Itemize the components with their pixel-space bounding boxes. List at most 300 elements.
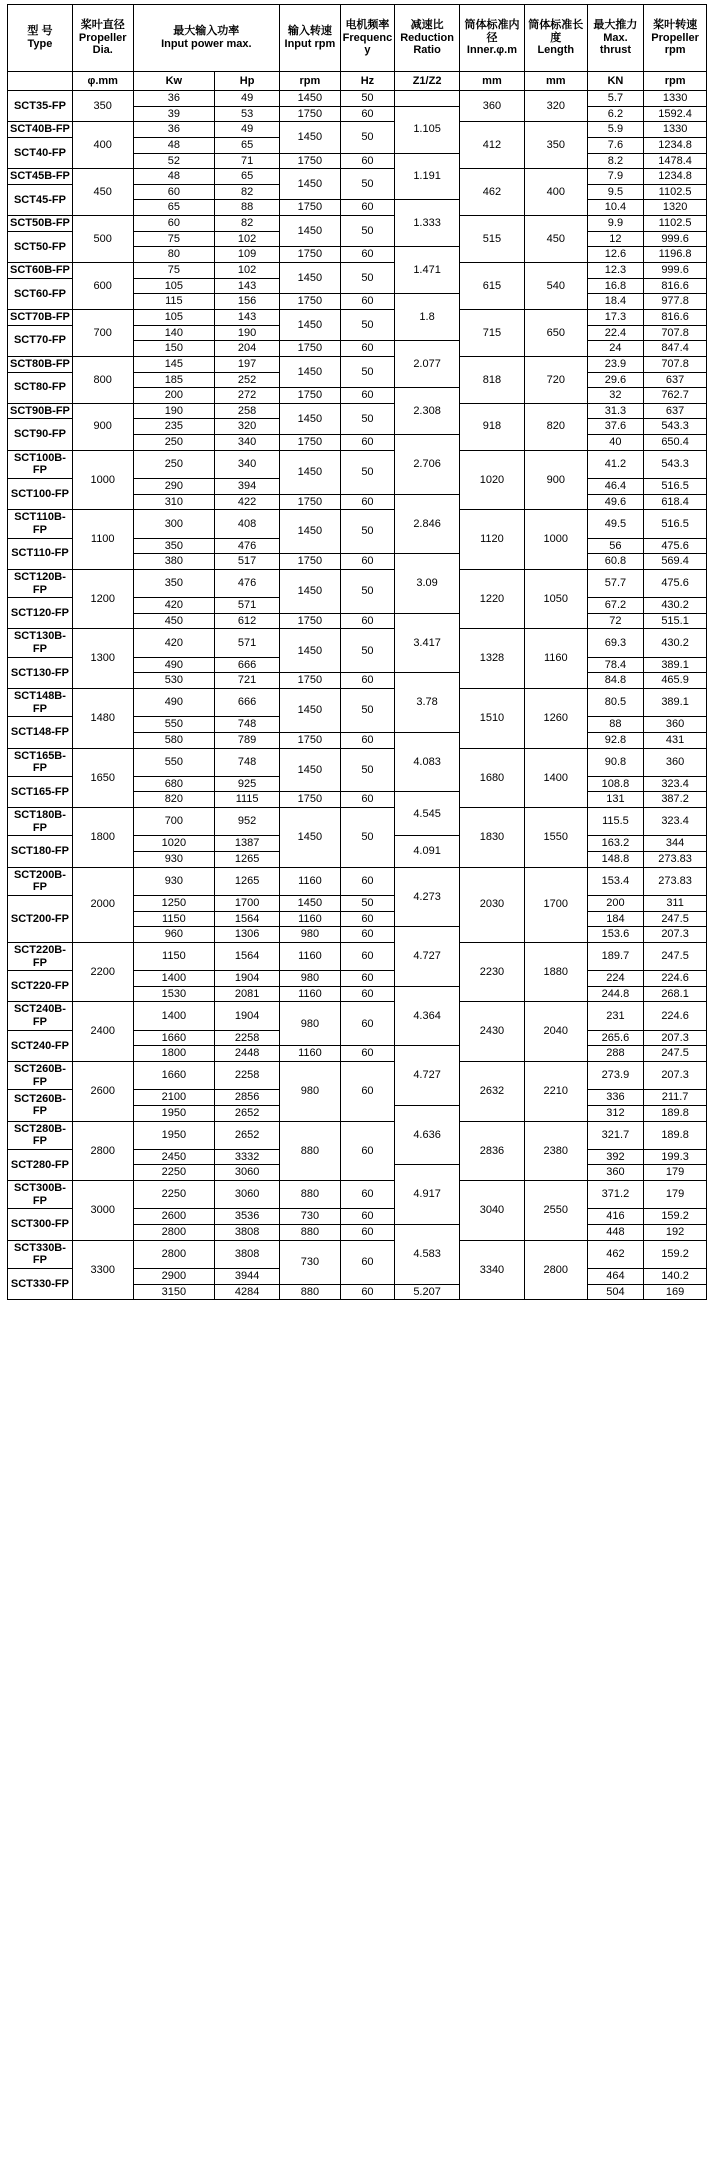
cell-kw: 930 (133, 867, 215, 895)
cell-hp: 252 (215, 372, 280, 388)
cell-length: 720 (524, 356, 587, 403)
cell-input-rpm: 1450 (280, 895, 341, 911)
cell-prop: 224.6 (644, 971, 707, 987)
table-row (8, 450, 707, 478)
cell-input-rpm: 880 (280, 1121, 341, 1181)
cell-type: SCT280-FP (8, 1149, 73, 1180)
cell-thrust: 131 (587, 792, 644, 808)
cell-kw: 2800 (133, 1225, 215, 1241)
table-row (8, 263, 707, 279)
cell-dia: 1300 (72, 629, 133, 689)
cell-prop: 999.6 (644, 263, 707, 279)
cell-frequency: 60 (340, 792, 394, 808)
cell-prop: 169 (644, 1284, 707, 1300)
cell-ratio: 4.727 (395, 1046, 460, 1106)
cell-type: SCT148-FP (8, 717, 73, 748)
cell-inner: 2836 (460, 1121, 525, 1181)
cell-dia: 500 (72, 216, 133, 263)
header-ratio-en: Reduction Ratio (400, 31, 454, 57)
cell-input-rpm: 1750 (280, 388, 341, 404)
cell-type: SCT200B-FP (8, 867, 73, 895)
cell-thrust: 273.9 (587, 1062, 644, 1090)
cell-kw: 490 (133, 688, 215, 716)
cell-prop: 637 (644, 403, 707, 419)
cell-length: 1700 (524, 867, 587, 942)
cell-frequency: 60 (340, 1062, 394, 1122)
unit-length: mm (524, 72, 587, 91)
cell-kw: 48 (133, 169, 215, 185)
table-row (8, 356, 707, 372)
cell-type: SCT180-FP (8, 836, 73, 867)
cell-thrust: 8.2 (587, 153, 644, 169)
cell-type: SCT50B-FP (8, 216, 73, 232)
table-row (8, 510, 707, 538)
cell-hp: 3808 (215, 1240, 280, 1268)
cell-hp: 143 (215, 278, 280, 294)
cell-hp: 2652 (215, 1121, 280, 1149)
cell-prop: 207.3 (644, 1030, 707, 1046)
cell-length: 1400 (524, 748, 587, 808)
cell-input-rpm: 1450 (280, 122, 341, 153)
cell-prop: 516.5 (644, 510, 707, 538)
cell-hp: 1265 (215, 867, 280, 895)
cell-type: SCT90B-FP (8, 403, 73, 419)
cell-frequency: 60 (340, 554, 394, 570)
cell-kw: 1660 (133, 1062, 215, 1090)
unit-prop: rpm (644, 72, 707, 91)
cell-hp: 3332 (215, 1149, 280, 1165)
cell-type: SCT260B-FP (8, 1062, 73, 1090)
cell-inner: 715 (460, 309, 525, 356)
cell-hp: 476 (215, 569, 280, 597)
cell-thrust: 153.6 (587, 927, 644, 943)
cell-thrust: 231 (587, 1002, 644, 1030)
cell-ratio: 1.191 (395, 153, 460, 200)
cell-kw: 105 (133, 278, 215, 294)
cell-frequency: 50 (340, 569, 394, 613)
cell-input-rpm: 1750 (280, 554, 341, 570)
cell-frequency: 50 (340, 688, 394, 732)
cell-prop: 816.6 (644, 278, 707, 294)
cell-dia: 1000 (72, 450, 133, 510)
cell-kw: 1660 (133, 1030, 215, 1046)
cell-length: 2550 (524, 1181, 587, 1241)
cell-frequency: 50 (340, 356, 394, 387)
cell-length: 2210 (524, 1062, 587, 1122)
cell-frequency: 60 (340, 1121, 394, 1181)
cell-input-rpm: 1750 (280, 106, 341, 122)
cell-kw: 700 (133, 808, 215, 836)
cell-hp: 71 (215, 153, 280, 169)
cell-ratio: 1.105 (395, 106, 460, 153)
cell-kw: 235 (133, 419, 215, 435)
cell-length: 2040 (524, 1002, 587, 1062)
cell-input-rpm: 880 (280, 1225, 341, 1241)
cell-type: SCT330-FP (8, 1268, 73, 1299)
cell-frequency: 60 (340, 613, 394, 629)
cell-frequency: 60 (340, 341, 394, 357)
cell-hp: 2258 (215, 1062, 280, 1090)
cell-input-rpm: 880 (280, 1284, 341, 1300)
cell-thrust: 12.3 (587, 263, 644, 279)
cell-inner: 2230 (460, 942, 525, 1002)
cell-inner: 615 (460, 263, 525, 310)
cell-ratio: 4.083 (395, 732, 460, 792)
cell-hp: 3808 (215, 1225, 280, 1241)
cell-length: 400 (524, 169, 587, 216)
header-dia (72, 5, 133, 72)
cell-length: 820 (524, 403, 587, 450)
cell-type: SCT220-FP (8, 971, 73, 1002)
cell-frequency: 60 (340, 1284, 394, 1300)
cell-input-rpm: 1750 (280, 792, 341, 808)
cell-kw: 310 (133, 494, 215, 510)
cell-hp: 340 (215, 450, 280, 478)
cell-input-rpm: 1450 (280, 356, 341, 387)
cell-input-rpm: 980 (280, 1002, 341, 1046)
cell-length: 650 (524, 309, 587, 356)
table-row (8, 629, 707, 657)
cell-thrust: 17.3 (587, 309, 644, 325)
table-row (8, 942, 707, 970)
cell-kw: 140 (133, 325, 215, 341)
cell-prop: 387.2 (644, 792, 707, 808)
cell-hp: 3060 (215, 1165, 280, 1181)
cell-input-rpm: 1750 (280, 153, 341, 169)
cell-type: SCT110B-FP (8, 510, 73, 538)
cell-thrust: 200 (587, 895, 644, 911)
unit-rpm: rpm (280, 72, 341, 91)
cell-kw: 1150 (133, 942, 215, 970)
cell-input-rpm: 1750 (280, 200, 341, 216)
cell-frequency: 50 (340, 748, 394, 792)
spec-sheet (0, 4, 714, 1300)
cell-ratio: 2.846 (395, 494, 460, 554)
cell-prop: 179 (644, 1165, 707, 1181)
cell-input-rpm: 1750 (280, 247, 341, 263)
cell-type: SCT280B-FP (8, 1121, 73, 1149)
cell-thrust: 84.8 (587, 673, 644, 689)
cell-frequency: 60 (340, 294, 394, 310)
cell-dia: 2600 (72, 1062, 133, 1122)
cell-frequency: 60 (340, 435, 394, 451)
cell-type: SCT90-FP (8, 419, 73, 450)
cell-frequency: 50 (340, 510, 394, 554)
header-thrust (587, 5, 644, 72)
cell-ratio: 1.333 (395, 200, 460, 247)
cell-ratio (395, 91, 460, 107)
header-input-rpm-en: Input rpm (284, 38, 336, 50)
cell-hp: 340 (215, 435, 280, 451)
cell-inner: 2632 (460, 1062, 525, 1122)
cell-input-rpm: 730 (280, 1240, 341, 1284)
cell-prop: 247.5 (644, 942, 707, 970)
cell-prop: 211.7 (644, 1090, 707, 1106)
cell-ratio: 4.364 (395, 986, 460, 1046)
cell-frequency: 60 (340, 1002, 394, 1046)
cell-frequency: 60 (340, 153, 394, 169)
cell-kw: 36 (133, 122, 215, 138)
cell-frequency: 60 (340, 1181, 394, 1209)
cell-prop: 430.2 (644, 598, 707, 614)
cell-ratio: 2.706 (395, 435, 460, 495)
cell-thrust: 32 (587, 388, 644, 404)
cell-input-rpm: 1160 (280, 1046, 341, 1062)
cell-prop: 389.1 (644, 688, 707, 716)
cell-prop: 323.4 (644, 808, 707, 836)
cell-inner: 1220 (460, 569, 525, 629)
cell-kw: 350 (133, 569, 215, 597)
cell-dia: 1100 (72, 510, 133, 570)
header-power-en: Input power max. (161, 38, 252, 50)
cell-prop: 1234.8 (644, 137, 707, 153)
cell-ratio: 2.308 (395, 388, 460, 435)
cell-hp: 748 (215, 717, 280, 733)
cell-kw: 1530 (133, 986, 215, 1002)
cell-length: 450 (524, 216, 587, 263)
cell-thrust: 371.2 (587, 1181, 644, 1209)
cell-type: SCT180B-FP (8, 808, 73, 836)
cell-kw: 1800 (133, 1046, 215, 1062)
cell-hp: 4284 (215, 1284, 280, 1300)
header-type (8, 5, 73, 72)
cell-hp: 2448 (215, 1046, 280, 1062)
cell-type: SCT60-FP (8, 278, 73, 309)
header-type-cn: 型 号 (27, 25, 53, 38)
cell-dia: 600 (72, 263, 133, 310)
cell-prop: 159.2 (644, 1240, 707, 1268)
cell-thrust: 321.7 (587, 1121, 644, 1149)
cell-prop: 247.5 (644, 911, 707, 927)
cell-inner: 462 (460, 169, 525, 216)
cell-prop: 189.8 (644, 1105, 707, 1121)
cell-type: SCT148B-FP (8, 688, 73, 716)
cell-thrust: 49.5 (587, 510, 644, 538)
cell-input-rpm: 1750 (280, 613, 341, 629)
cell-prop: 323.4 (644, 776, 707, 792)
cell-thrust: 462 (587, 1240, 644, 1268)
cell-hp: 3536 (215, 1209, 280, 1225)
cell-frequency: 60 (340, 1046, 394, 1062)
cell-inner: 1328 (460, 629, 525, 689)
cell-frequency: 50 (340, 263, 394, 294)
cell-input-rpm: 1160 (280, 867, 341, 895)
cell-dia: 3300 (72, 1240, 133, 1300)
cell-inner: 1680 (460, 748, 525, 808)
table-row (8, 403, 707, 419)
cell-inner: 3040 (460, 1181, 525, 1241)
cell-kw: 60 (133, 184, 215, 200)
cell-hp: 476 (215, 538, 280, 554)
cell-prop: 847.4 (644, 341, 707, 357)
cell-type: SCT70-FP (8, 325, 73, 356)
header-dia-cn: 桨叶直径 (80, 19, 125, 32)
cell-frequency: 60 (340, 1240, 394, 1284)
table-row (8, 309, 707, 325)
cell-prop: 431 (644, 732, 707, 748)
cell-prop: 977.8 (644, 294, 707, 310)
cell-type: SCT165B-FP (8, 748, 73, 776)
cell-hp: 394 (215, 479, 280, 495)
cell-ratio: 3.78 (395, 673, 460, 733)
cell-frequency: 60 (340, 1209, 394, 1225)
header-frequency (340, 5, 394, 72)
cell-kw: 1950 (133, 1105, 215, 1121)
table-row (8, 1181, 707, 1209)
cell-thrust: 37.6 (587, 419, 644, 435)
cell-hp: 102 (215, 231, 280, 247)
cell-thrust: 41.2 (587, 450, 644, 478)
cell-type: SCT100-FP (8, 479, 73, 510)
cell-kw: 290 (133, 479, 215, 495)
cell-frequency: 50 (340, 629, 394, 673)
cell-dia: 400 (72, 122, 133, 169)
cell-hp: 422 (215, 494, 280, 510)
cell-kw: 2100 (133, 1090, 215, 1106)
cell-thrust: 23.9 (587, 356, 644, 372)
cell-type: SCT330B-FP (8, 1240, 73, 1268)
cell-input-rpm: 1450 (280, 808, 341, 868)
cell-kw: 2900 (133, 1268, 215, 1284)
cell-hp: 721 (215, 673, 280, 689)
cell-hp: 1904 (215, 1002, 280, 1030)
cell-kw: 820 (133, 792, 215, 808)
cell-frequency: 60 (340, 106, 394, 122)
cell-input-rpm: 980 (280, 1062, 341, 1122)
cell-frequency: 50 (340, 808, 394, 868)
cell-length: 320 (524, 91, 587, 122)
cell-ratio: 3.09 (395, 554, 460, 614)
cell-prop: 999.6 (644, 231, 707, 247)
cell-kw: 52 (133, 153, 215, 169)
cell-hp: 49 (215, 122, 280, 138)
cell-thrust: 24 (587, 341, 644, 357)
cell-frequency: 60 (340, 494, 394, 510)
cell-kw: 1250 (133, 895, 215, 911)
cell-hp: 3060 (215, 1181, 280, 1209)
cell-frequency: 60 (340, 927, 394, 943)
cell-thrust: 148.8 (587, 852, 644, 868)
cell-kw: 380 (133, 554, 215, 570)
header-thrust-cn: 最大推力 (593, 19, 638, 32)
cell-kw: 2250 (133, 1181, 215, 1209)
cell-thrust: 336 (587, 1090, 644, 1106)
cell-prop: 344 (644, 836, 707, 852)
cell-hp: 748 (215, 748, 280, 776)
cell-thrust: 57.7 (587, 569, 644, 597)
cell-hp: 82 (215, 184, 280, 200)
cell-thrust: 7.6 (587, 137, 644, 153)
cell-hp: 88 (215, 200, 280, 216)
cell-prop: 515.1 (644, 613, 707, 629)
cell-hp: 82 (215, 216, 280, 232)
cell-type: SCT80B-FP (8, 356, 73, 372)
unit-type (8, 72, 73, 91)
cell-input-rpm: 1450 (280, 216, 341, 247)
cell-thrust: 49.6 (587, 494, 644, 510)
cell-input-rpm: 1450 (280, 450, 341, 494)
cell-inner: 818 (460, 356, 525, 403)
cell-kw: 1150 (133, 911, 215, 927)
cell-thrust: 92.8 (587, 732, 644, 748)
cell-hp: 2081 (215, 986, 280, 1002)
header-frequency-en: Frequency (342, 31, 393, 57)
cell-thrust: 31.3 (587, 403, 644, 419)
cell-kw: 680 (133, 776, 215, 792)
cell-hp: 3944 (215, 1268, 280, 1284)
cell-type: SCT70B-FP (8, 309, 73, 325)
header-row-titles (8, 5, 707, 72)
header-length (524, 5, 587, 72)
cell-hp: 49 (215, 91, 280, 107)
cell-ratio: 4.091 (395, 836, 460, 867)
unit-dia: φ.mm (72, 72, 133, 91)
cell-prop: 569.4 (644, 554, 707, 570)
cell-type: SCT240-FP (8, 1030, 73, 1061)
cell-thrust: 6.2 (587, 106, 644, 122)
cell-kw: 185 (133, 372, 215, 388)
cell-thrust: 56 (587, 538, 644, 554)
cell-prop: 389.1 (644, 657, 707, 673)
cell-prop: 465.9 (644, 673, 707, 689)
cell-inner: 1020 (460, 450, 525, 510)
cell-ratio: 1.8 (395, 294, 460, 341)
cell-kw: 36 (133, 91, 215, 107)
cell-inner: 1120 (460, 510, 525, 570)
cell-thrust: 10.4 (587, 200, 644, 216)
cell-thrust: 5.7 (587, 91, 644, 107)
cell-prop: 1478.4 (644, 153, 707, 169)
cell-input-rpm: 1750 (280, 435, 341, 451)
cell-length: 1050 (524, 569, 587, 629)
cell-hp: 1904 (215, 971, 280, 987)
cell-kw: 48 (133, 137, 215, 153)
cell-prop: 1102.5 (644, 216, 707, 232)
cell-hp: 408 (215, 510, 280, 538)
cell-hp: 272 (215, 388, 280, 404)
cell-frequency: 50 (340, 895, 394, 911)
cell-prop: 430.2 (644, 629, 707, 657)
cell-prop: 1102.5 (644, 184, 707, 200)
cell-frequency: 60 (340, 911, 394, 927)
cell-input-rpm: 1750 (280, 294, 341, 310)
cell-hp: 258 (215, 403, 280, 419)
cell-kw: 580 (133, 732, 215, 748)
cell-dia: 2400 (72, 1002, 133, 1062)
header-ratio-cn: 减速比 (410, 19, 444, 32)
cell-input-rpm: 880 (280, 1181, 341, 1209)
cell-input-rpm: 1450 (280, 629, 341, 673)
cell-hp: 1115 (215, 792, 280, 808)
cell-kw: 350 (133, 538, 215, 554)
cell-frequency: 50 (340, 403, 394, 434)
cell-type: SCT35-FP (8, 91, 73, 122)
cell-thrust: 67.2 (587, 598, 644, 614)
cell-hp: 143 (215, 309, 280, 325)
cell-kw: 250 (133, 435, 215, 451)
cell-ratio: 4.917 (395, 1165, 460, 1225)
cell-input-rpm: 980 (280, 971, 341, 987)
table-row (8, 169, 707, 185)
cell-frequency: 60 (340, 1225, 394, 1241)
cell-frequency: 60 (340, 200, 394, 216)
cell-thrust: 108.8 (587, 776, 644, 792)
cell-hp: 102 (215, 263, 280, 279)
cell-hp: 666 (215, 657, 280, 673)
cell-hp: 952 (215, 808, 280, 836)
cell-type: SCT80-FP (8, 372, 73, 403)
cell-prop: 247.5 (644, 1046, 707, 1062)
